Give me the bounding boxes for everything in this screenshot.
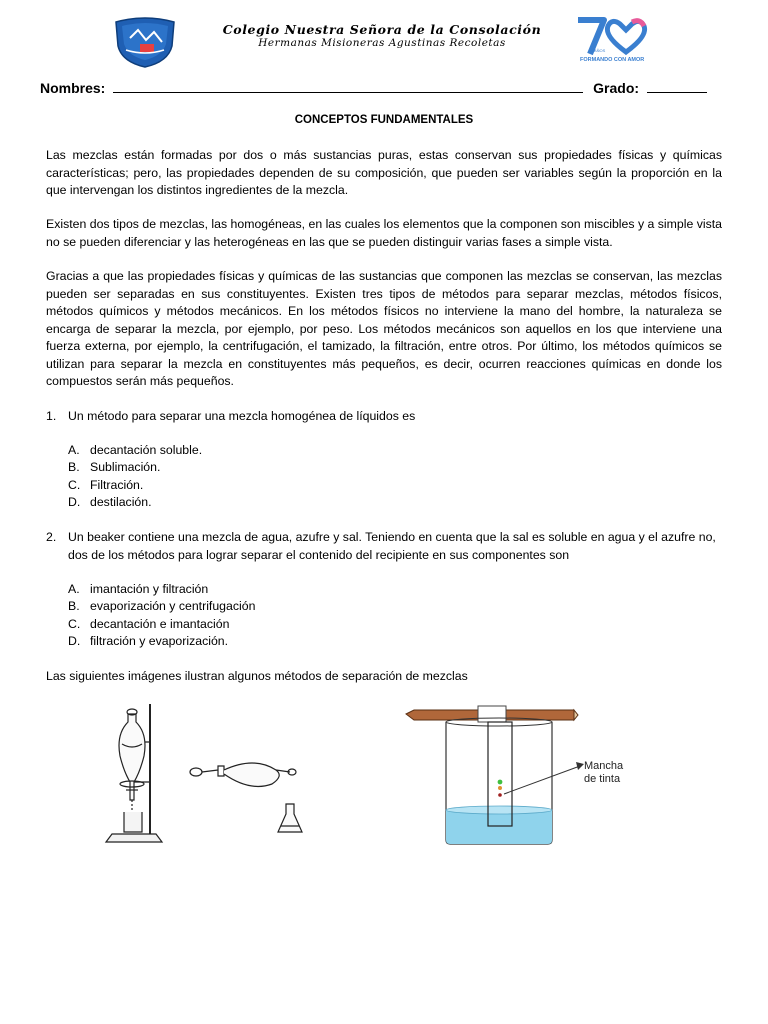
question-1-number: 1.: [46, 409, 57, 423]
document-title: CONCEPTOS FUNDAMENTALES: [294, 114, 474, 126]
option-text: Sublimación.: [90, 460, 161, 474]
option-letter: B.: [68, 460, 80, 474]
svg-text:FORMANDO CON AMOR: FORMANDO CON AMOR: [580, 57, 645, 63]
school-name: Colegio Nuestra Señora de la Consolación: [222, 22, 542, 37]
option-letter: C.: [68, 617, 81, 631]
names-label: Nombres:: [40, 80, 106, 96]
option-text: imantación y filtración: [90, 582, 209, 596]
option-letter: C.: [68, 478, 81, 492]
option-text: decantación e imantación: [90, 617, 230, 631]
option-letter: A.: [68, 443, 80, 457]
question-1-text: Un método para separar una mezcla homogénea de líquidos es: [68, 409, 416, 423]
option-text: filtración y evaporización.: [90, 634, 229, 648]
option-letter: B.: [68, 599, 80, 613]
images-intro: Las siguientes imágenes ilustran algunos métodos de separación de mezclas: [46, 669, 468, 683]
option-text: destilación.: [90, 495, 152, 509]
paragraph-3: Gracias a que las propiedades físicas y químicas de las sustancias que componen las mezclas se conservan, las mezclas pueden ser separadas en sus constituyentes. Existen tres tipos de métodos para separar mezclas, métodos físicos, métodos químicos y métodos mecánicos. En los métodos físicos no interviene la mano del hombre, la naturaleza se encarga de separar la mezcla, por ejemplo, por peso. Los métodos mecánicos son aquellos en los que interviene una fuerza externa, por ejemplo, la centrifugación, el tamizado, la filtración, entre otros. Por último, los métodos químicos se utilizan para separar la mezcla en constituyentes más pequeños, es decir, ocurren reacciones químicas en donde los compuestos serán más pequeños.: [46, 269, 722, 388]
school-order: Hermanas Misioneras Agustinas Recoletas: [258, 37, 506, 49]
ink-spot-label: Mancha de tinta: [584, 760, 624, 785]
option-letter: D.: [68, 634, 81, 648]
svg-text:AÑOS: AÑOS: [594, 48, 606, 53]
school-shield-logo: [112, 16, 178, 68]
option-text: decantación soluble.: [90, 443, 203, 457]
option-text: Filtración.: [90, 478, 144, 492]
question-2-text: Un beaker contiene una mezcla de agua, azufre y sal. Teniendo en cuenta que la sal es soluble en agua y el azufre no, dos de los métodos para lograr separar el contenido del recipiente en sus componentes son: [68, 530, 716, 562]
option-text: evaporización y centrifugación: [90, 599, 256, 613]
option-letter: D.: [68, 495, 81, 509]
names-field[interactable]: [113, 80, 583, 93]
name-grade-row: [40, 80, 700, 96]
question-2-number: 2.: [46, 530, 57, 544]
grade-field[interactable]: [647, 80, 707, 93]
option-letter: A.: [68, 582, 80, 596]
anniversary-70-logo: [574, 14, 660, 64]
separatory-funnel-figure: [104, 700, 316, 852]
grade-label: Grado:: [593, 80, 640, 96]
paragraph-1: Las mezclas están formadas por dos o más sustancias puras, estas conservan sus propiedades físicas y químicas características; pero, las propiedades dependen de su composición, que pueden ser variables según la proporción en la que intervengan los distintos ingredientes de la mezcla.: [46, 148, 722, 197]
paragraph-2: Existen dos tipos de mezclas, las homogéneas, en las cuales los elementos que la componen son miscibles y a simple vista no se pueden diferenciar y las heterogéneas en las que se pueden distinguir varias fases a simple vista.: [46, 217, 722, 249]
